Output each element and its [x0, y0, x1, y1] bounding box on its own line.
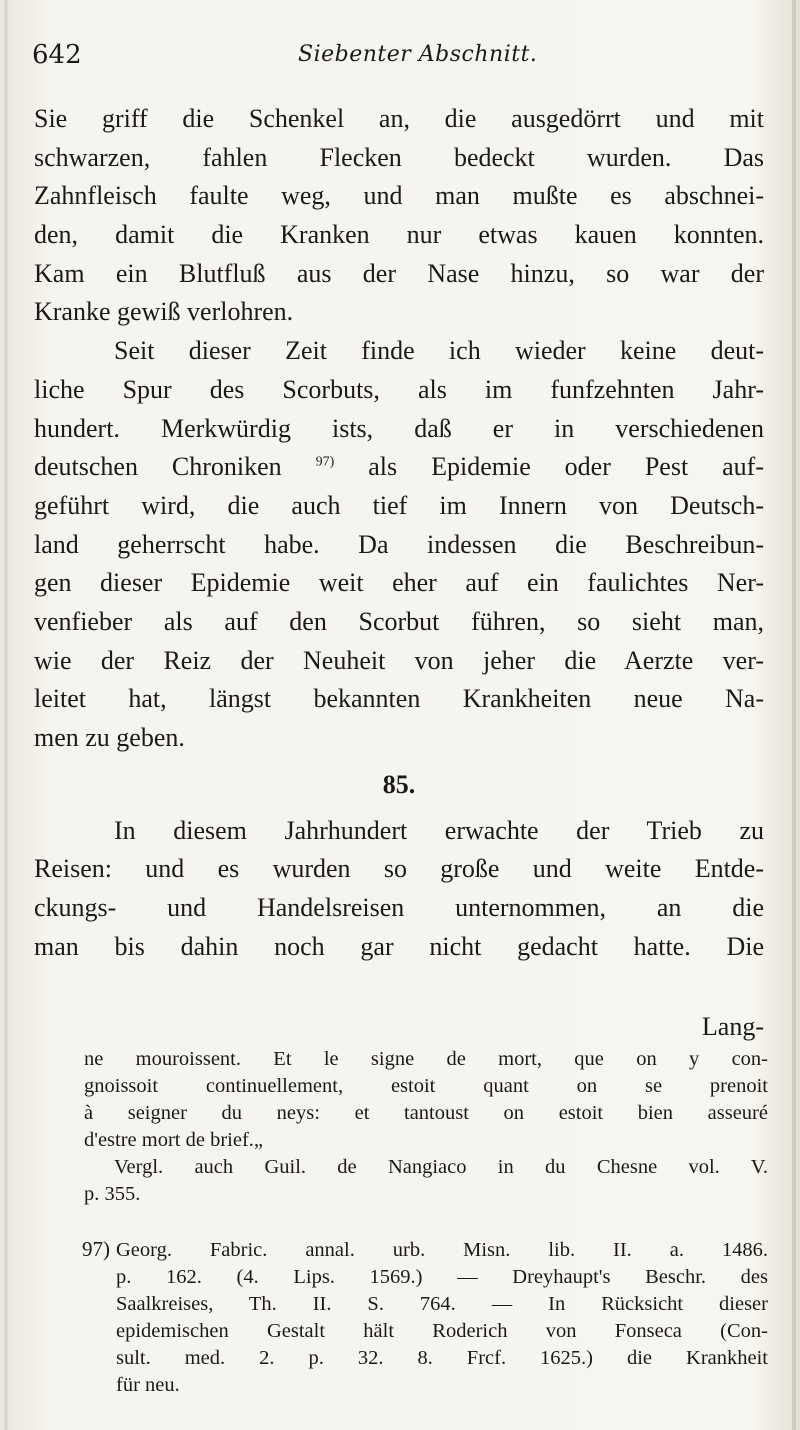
text-fragment: deutschen Chroniken — [34, 452, 282, 482]
footnote-line: epidemischen Gestalt hält Roderich von Fonseca (Con- — [116, 1320, 768, 1342]
footnote-line: p. 355. — [84, 1183, 141, 1205]
text-line: liche Spur des Scorbuts, als im funfzehnten Jahr- — [34, 374, 764, 404]
text-line: Kranke gewiß verlohren. — [34, 297, 294, 327]
footnote-line: gnoissoit continuellement, estoit quant on se prenoit — [84, 1075, 768, 1097]
text-line: geführt wird, die auch tief im Innern von Deutsch- — [34, 490, 764, 520]
text-line: den, damit die Kranken nur etwas kauen konnten. — [34, 220, 764, 250]
text-line: men zu geben. — [34, 723, 185, 752]
text-line: schwarzen, fahlen Flecken bedeckt wurden. Das — [34, 142, 764, 172]
footnote-continued — [84, 1046, 768, 1208]
text-line: leitet hat, längst bekannten Krankheiten neue Na- — [34, 684, 764, 714]
footnote-line: für neu. — [116, 1374, 180, 1396]
footnote-line: Saalkreises, Th. II. S. 764. — In Rücksicht dieser — [116, 1293, 768, 1315]
text-line: wie der Reiz der Neuheit von jeher die Aerzte ver- — [34, 645, 764, 675]
footnote-line: p. 162. (4. Lips. 1569.) — Dreyhaupt's Beschr. des — [116, 1266, 768, 1288]
text-line: Zahnfleisch faulte weg, und man mußte es abschnei- — [34, 181, 764, 211]
text-line: In diesem Jahrhundert erwachte der Trieb zu — [114, 815, 764, 845]
text-line: Sie griff die Schenkel an, die ausgedörrt und mit — [34, 104, 764, 133]
footnote-line: Vergl. auch Guil. de Nangiaco in du Chesne vol. V. — [114, 1156, 768, 1178]
text-line: hundert. Merkwürdig ists, daß er in verschiedenen — [34, 413, 764, 443]
footnote-97 — [84, 1237, 768, 1399]
footnote-line: Georg. Fabric. annal. urb. Misn. lib. II. a. 1486. — [116, 1239, 768, 1261]
text-line: Seit dieser Zeit finde ich wieder keine deut- — [114, 336, 764, 366]
page-number: 642 — [32, 40, 82, 70]
text-line: man bis dahin noch gar nicht gedacht hatte. Die — [34, 931, 764, 961]
footnote-number: 97) — [82, 1237, 110, 1261]
footnote-line: sult. med. 2. p. 32. 8. Frcf. 1625.) die Krankheit — [116, 1347, 768, 1369]
page-header — [30, 40, 770, 80]
text-line: Reisen: und es wurden so große und weite Entde- — [34, 854, 764, 884]
footnote-line: d'estre mort de brief.„ — [84, 1129, 264, 1151]
section-number: 85. — [382, 769, 416, 799]
text-line: gen dieser Epidemie weit eher auf ein faulichtes Ner- — [34, 568, 764, 598]
footnote-reference: 97) — [315, 454, 335, 470]
footnote-line: ne mouroissent. Et le signe de mort, que on y con- — [84, 1048, 768, 1070]
text-line: land geherrscht habe. Da indessen die Beschreibun- — [34, 529, 764, 559]
text-line: ckungs- und Handelsreisen unternommen, an die — [34, 893, 764, 923]
text-line: Kam ein Blutfluß aus der Nase hinzu, so war der — [34, 258, 764, 288]
text-fragment: als Epidemie oder Pest auf- — [368, 452, 764, 482]
catchword: Lang- — [701, 1012, 764, 1041]
text-line: venfieber als auf den Scorbut führen, so sieht man, — [34, 606, 764, 636]
running-head: Siebenter Abschnitt. — [298, 42, 538, 67]
footnote-line: à seigner du neys: et tantoust on estoit bien asseuré — [84, 1102, 768, 1124]
main-text — [34, 100, 764, 966]
text-line-with-footnote — [34, 448, 764, 487]
